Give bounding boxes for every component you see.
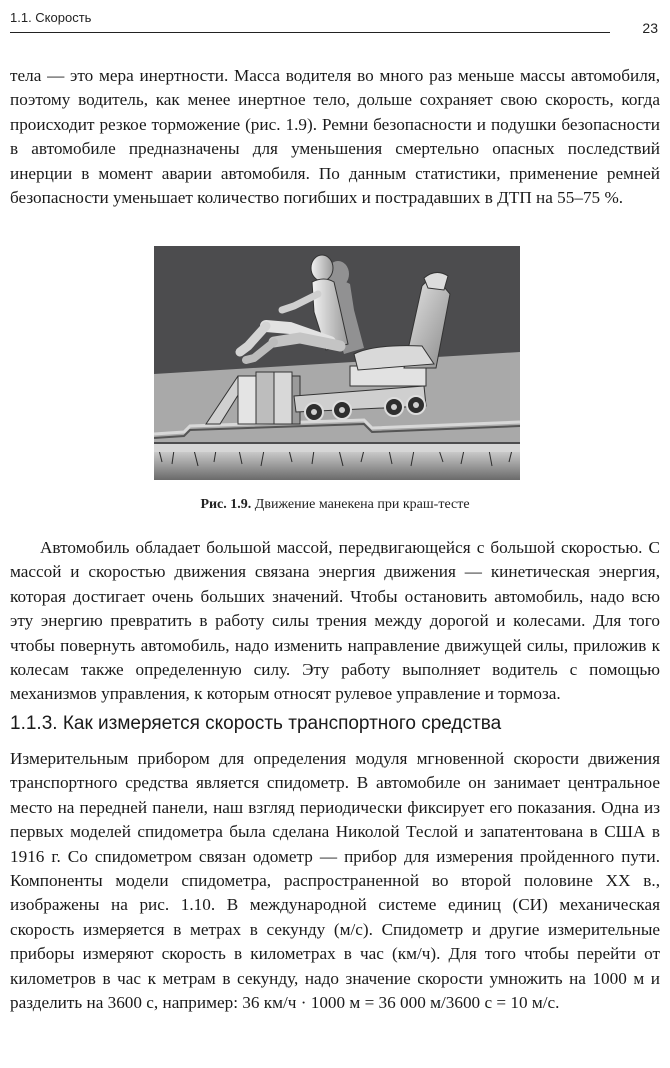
curb [154,444,520,452]
figure-label: Рис. 1.9. [200,497,252,512]
figure-caption [0,497,670,513]
section-heading: 1.1.3. Как измеряется скорость транспортного средства [10,713,502,734]
running-head [10,10,610,33]
body-paragraph-3: Измерительным прибором для определения модуля мгновенной скорости движения транспортного средства является спидометр. В автомобиле он занимает центральное место на передней панели, наш взгляд периодически фиксирует его показания. Одна из первых моделей спидометра была сделана Николой Теслой и запатентована в США в 1916 г. Со спидометром связан одометр — прибор для измерения пройденного пути. Компоненты модели спидометра, распространенной во второй половине XX в., изображены на рис. 1.10. В международной системе единиц (СИ) механическая скорость измеряется в метрах в секунду (м/с). Спидометр и другие измерительные приборы измеряют скорость в километрах в час (км/ч). Для того чтобы перейти от километров в час к метрам в секунду, надо значение скорости умножить на 1000 м и разделить на 3600 с, например: 36 км/ч · 1000 м = 36 000 м/3600 с = 10 м/с. [10,749,660,1013]
crash-test-illustration [154,246,520,480]
body-paragraph-1: тела — это мера инертности. Масса водителя во много раз меньше массы автомобиля, поэтому водитель, как менее инертное тело, дольше сохраняет свою скорость, когда происходит резкое торможение (рис. 1.9). Ремни безопасности и подушки безопасности в автомобиле предназначены для уменьшения смертельно опасных последствий инерции в момент аварии автомобиля. По данным статистики, применение ремней безопасности уменьшает количество погибших и пострадавших в ДТП на 55–75 %. [10,66,660,208]
running-title: 1.1. Скорость [10,10,92,25]
figure-caption-text: Движение манекена при краш-тесте [254,497,470,512]
grass [154,450,520,480]
body-paragraph-2: Автомобиль обладает большой массой, передвигающейся с большой скоростью. С массой и скоростью движения связана энергия движения — кинетическая энергия, которая достигает очень больших значений. Чтобы остановить автомобиль, надо всю эту энергию превратить в работу силы трения между дорогой и колесами. Для того чтобы повернуть автомобиль, надо изменить направление движущей силы, приложив к колесам также определенную силу. Эту работу выполняет водитель с помощью механизмов управления, к которым относят рулевое управление и тормоза. [10,538,660,704]
page-number: 23 [642,20,658,36]
crash-test-figure [154,246,520,480]
